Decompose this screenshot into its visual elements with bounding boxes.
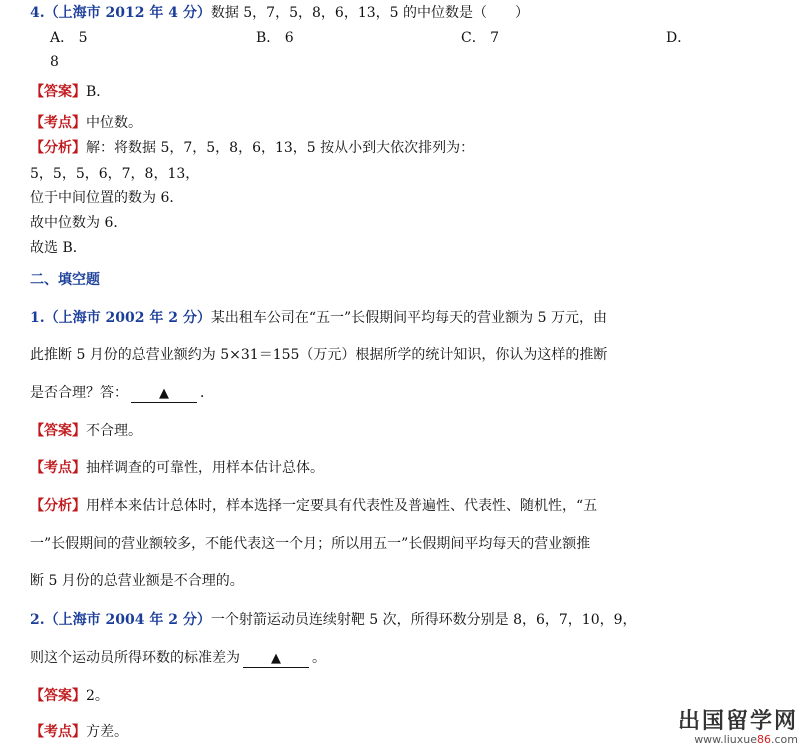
answer-tag: 【答案】 — [30, 423, 86, 439]
question-source: （上海市 2002 年 2 分） — [44, 310, 211, 326]
fill-1-answer — [30, 421, 142, 441]
question-text: 。 — [312, 650, 326, 666]
answer-text: B． — [86, 84, 111, 100]
question-4-answer — [30, 82, 110, 102]
analysis-line: 故中位数为 6． — [30, 215, 128, 231]
answer-text: 不合理。 — [86, 423, 142, 439]
question-text: 一个射箭运动员连续射靶 5 次，所得环数分别是 8，6，7，10，9， — [210, 612, 637, 628]
analysis-line: 断 5 月份的总营业额是不合理的。 — [30, 573, 244, 589]
question-text: 则这个运动员所得环数的标准差为 — [30, 650, 240, 666]
triangle-icon: ▲ — [271, 651, 281, 666]
watermark-title: 出国留学网 — [677, 709, 798, 734]
triangle-icon: ▲ — [159, 386, 169, 401]
option-value: 5 — [78, 30, 88, 46]
answer-tag: 【答案】 — [30, 84, 86, 100]
fill-2-answer — [30, 686, 109, 706]
question-4-analysis — [30, 138, 474, 158]
fill-1-stem-line1 — [30, 308, 607, 328]
point-text: 方差。 — [86, 724, 128, 740]
option-a — [50, 28, 88, 48]
option-value: 7 — [490, 30, 500, 46]
fill-1-point — [30, 458, 324, 478]
option-letter: B． — [256, 30, 281, 46]
point-text: 抽样调查的可靠性，用样本估计总体。 — [86, 460, 324, 476]
question-text: ． — [200, 385, 214, 401]
point-tag: 【考点】 — [30, 115, 86, 131]
section-title: 二、填空题 — [30, 272, 100, 288]
answer-blank — [243, 650, 309, 668]
option-d-letter: D． — [666, 30, 692, 46]
watermark-url — [678, 734, 798, 746]
analysis-line: 故选 B． — [30, 240, 87, 256]
fill-2-point — [30, 722, 128, 742]
option-c — [461, 28, 499, 48]
fill-1-stem-line3 — [30, 383, 214, 403]
analysis-line: 位于中间位置的数为 6． — [30, 190, 184, 206]
point-tag: 【考点】 — [30, 460, 86, 476]
question-text: 是否合理？答： — [30, 385, 128, 401]
question-4-point — [30, 113, 142, 133]
question-number: 4. — [30, 5, 45, 21]
analysis-tag: 【分析】 — [30, 140, 86, 156]
fill-1-stem-line2: 此推断 5 月份的总营业额约为 5×31＝155（万元）根据所学的统计知识，你认为这样的推断 — [30, 347, 608, 363]
url-prefix: www.liuxue — [694, 733, 757, 746]
fill-1-analysis — [30, 496, 597, 516]
option-value: 6 — [284, 30, 294, 46]
fill-2-stem-line2 — [30, 648, 326, 668]
site-watermark-logo — [678, 710, 798, 746]
question-source: （上海市 2004 年 2 分） — [44, 612, 211, 628]
analysis-line: 5，5，5，6，7，8，13， — [30, 166, 200, 182]
point-tag: 【考点】 — [30, 724, 86, 740]
analysis-text: 解：将数据 5，7，5，8，6，13，5 按从小到大依次排列为： — [86, 140, 475, 156]
analysis-line: 一”长假期间的营业额较多，不能代表这一个月；所以用五一”长假期间平均每天的营业额推 — [30, 536, 591, 552]
question-4-stem — [30, 3, 529, 23]
analysis-text: 用样本来估计总体时，样本选择一定要具有代表性及普遍性、代表性、随机性，“五 — [86, 498, 598, 514]
question-text: 某出租车公司在“五一”长假期间平均每天的营业额为 5 万元，由 — [210, 310, 607, 326]
answer-text: 2。 — [86, 688, 109, 704]
option-letter: C． — [461, 30, 486, 46]
point-text: 中位数。 — [86, 115, 142, 131]
analysis-tag: 【分析】 — [30, 498, 86, 514]
question-number: 2. — [30, 612, 45, 628]
question-number: 1. — [30, 310, 45, 326]
url-suffix: .com — [771, 733, 798, 746]
question-text: 数据 5，7，5，8，6，13，5 的中位数是（ ） — [210, 5, 529, 21]
option-letter: A． — [50, 30, 75, 46]
fill-2-stem-line1 — [30, 610, 637, 630]
option-b — [256, 28, 294, 48]
answer-tag: 【答案】 — [30, 688, 86, 704]
option-d-value: 8 — [50, 54, 59, 70]
url-highlight: 86 — [757, 733, 771, 746]
question-source: （上海市 2012 年 4 分） — [44, 5, 211, 21]
answer-blank — [131, 385, 197, 403]
